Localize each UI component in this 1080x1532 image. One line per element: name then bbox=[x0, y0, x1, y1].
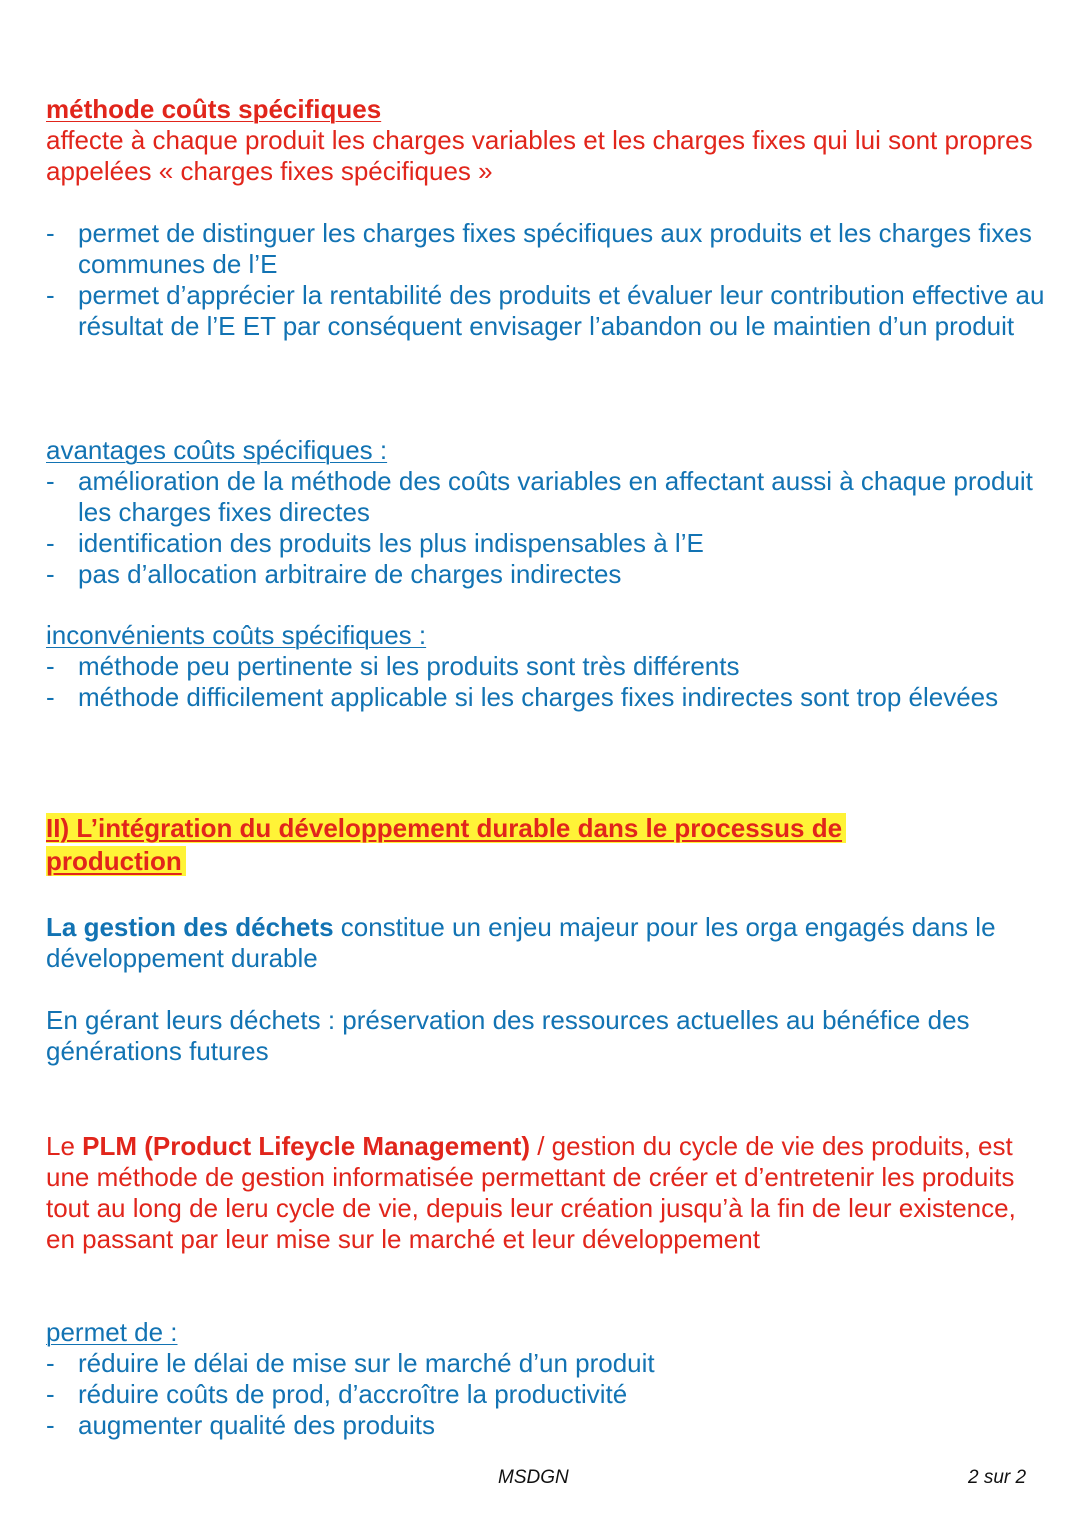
plm-bold-term: PLM (Product Lifeycle Management) bbox=[82, 1131, 530, 1161]
list-item: - pas d’allocation arbitraire de charges indirectes bbox=[46, 559, 1046, 590]
section-2-title-line2: production bbox=[46, 846, 186, 876]
specific-costs-bullets bbox=[46, 218, 1046, 342]
waste-paragraph-2: En gérant leurs déchets : préservation des ressources actuelles au bénéfice des générations futures bbox=[46, 1005, 970, 1066]
section-intro: affecte à chaque produit les charges variables et les charges fixes qui lui sont propres appelées « charges fixes spécifiques » bbox=[46, 125, 1033, 186]
plm-benefits-block bbox=[46, 1317, 1046, 1441]
plm-text: / gestion du cycle de vie des produits, est une méthode de gestion informatisée permettant de créer et d’entretenir les produits tout au long de leru cycle de vie, depuis leur création jusqu’à la fin de leur existence, en passant par leur mise sur le marché et leur développement bbox=[46, 1131, 1016, 1254]
list-item: - réduire coûts de prod, d’accroître la productivité bbox=[46, 1379, 1046, 1410]
list-item: - permet d’apprécier la rentabilité des produits et évaluer leur contribution effective au résultat de l’E ET par conséquent envisager l’abandon ou le maintien d’un produit bbox=[46, 280, 1046, 342]
list-item: - méthode difficilement applicable si les charges fixes indirectes sont trop élevées bbox=[46, 682, 1046, 713]
section-2-heading bbox=[46, 812, 1046, 878]
plm-prefix: Le bbox=[46, 1131, 83, 1161]
waste-bold-term: La gestion des déchets bbox=[46, 912, 334, 942]
plm-benefits-heading: permet de : bbox=[46, 1317, 178, 1347]
list-item: - méthode peu pertinente si les produits sont très différents bbox=[46, 651, 1046, 682]
list-item: - réduire le délai de mise sur le marché d’un produit bbox=[46, 1348, 1046, 1379]
section-title: méthode coûts spécifiques bbox=[46, 94, 382, 124]
plm-paragraph bbox=[46, 1131, 1046, 1255]
list-item: - permet de distinguer les charges fixes spécifiques aux produits et les charges fixes communes de l’E bbox=[46, 218, 1046, 280]
section-specific-costs bbox=[46, 94, 1046, 187]
section-2-title-line1: II) L’intégration du développement durable dans le processus de bbox=[46, 813, 846, 843]
disadvantages-block bbox=[46, 620, 1046, 713]
footer-author: MSDGN bbox=[498, 1467, 569, 1488]
waste-management-paragraph bbox=[46, 912, 1046, 974]
advantages-block bbox=[46, 435, 1046, 590]
footer-page-number: 2 sur 2 bbox=[968, 1467, 1027, 1488]
list-item: - identification des produits les plus indispensables à l’E bbox=[46, 528, 1046, 559]
list-item: - amélioration de la méthode des coûts variables en affectant aussi à chaque produit les charges fixes directes bbox=[46, 466, 1046, 528]
list-item: - augmenter qualité des produits bbox=[46, 1410, 1046, 1441]
advantages-heading: avantages coûts spécifiques : bbox=[46, 435, 388, 465]
disadvantages-heading: inconvénients coûts spécifiques : bbox=[46, 620, 427, 650]
waste-text: constitue un enjeu majeur pour les orga engagés dans le développement durable bbox=[46, 912, 996, 973]
